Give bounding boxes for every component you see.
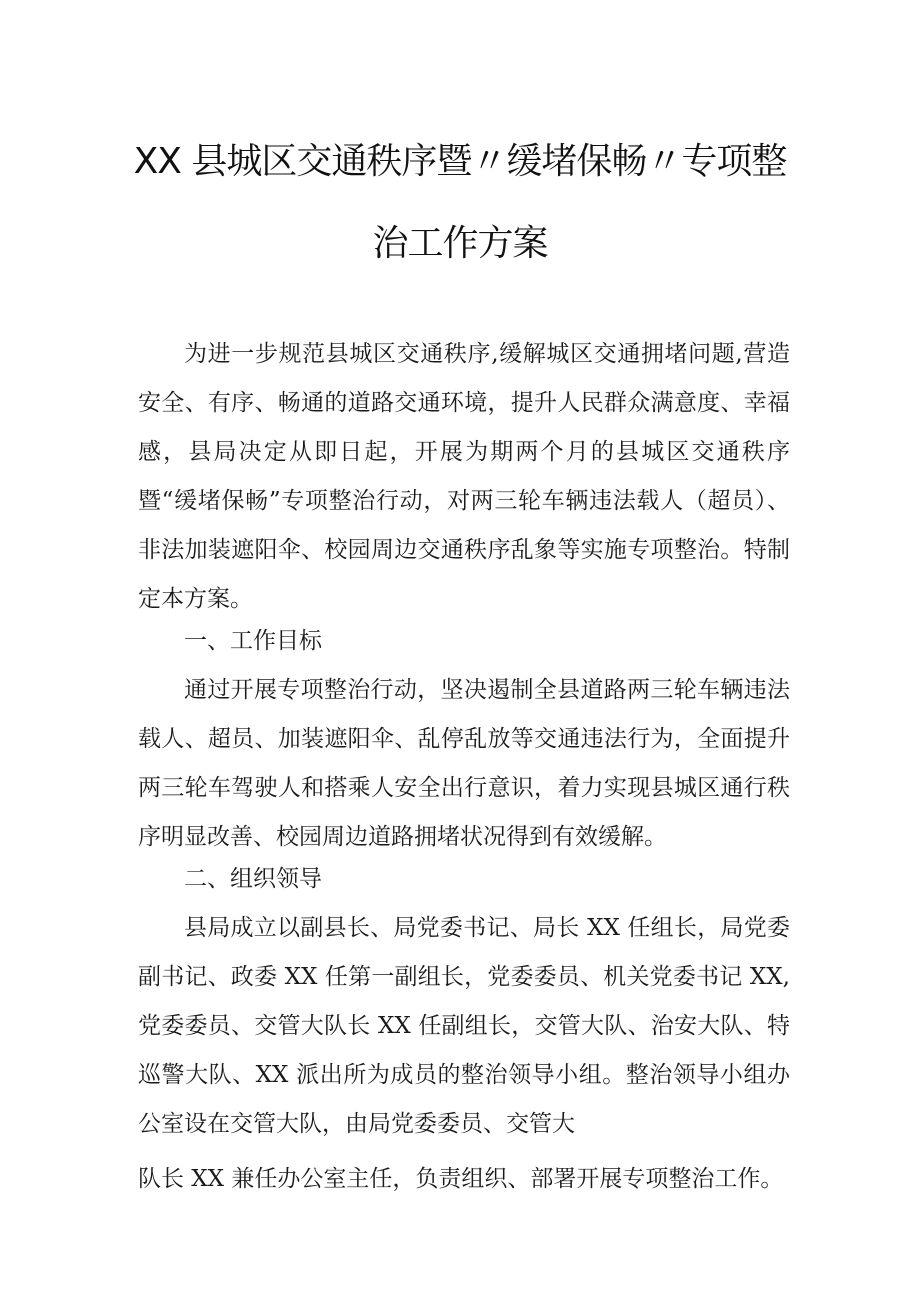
intro-paragraph: 为进一步规范县城区交通秩序,缓解城区交通拥堵问题,营造安全、有序、畅通的道路交通环境，提升人民群众满意度、幸福感，县局决定从即日起，开展为期两个月的县城区交通秩序暨“缓堵保畅”专项整治行动，对两三轮车辆违法载人（超员）、非法加装遮阳伞、校园周边交通秩序乱象等实施专项整治。特制定本方案。 (138, 341, 790, 612)
section-1-heading: 一、工作目标 (184, 628, 322, 654)
section-1-paragraph: 通过开展专项整治行动，坚决遏制全县道路两三轮车辆违法载人、超员、加装遮阳伞、乱停乱放等交通违法行为，全面提升两三轮车驾驶人和搭乘人安全出行意识，着力实现县城区通行秩序明显改善、校园周边道路拥堵状况得到有效缓解。 (138, 677, 790, 850)
section-2-paragraph: 县局成立以副县长、局党委书记、局长 XX 任组长，局党委副书记、政委 XX 任第一副组长，党委委员、机关党委书记 XX,党委委员、交管大队长 XX 任副组长，交管大队、治安大队、特巡警大队、XX 派出所为成员的整治领导小组。整治领导小组办公室设在交管大队，由局党委委员、交管大 (138, 915, 790, 1137)
document-title-line-1: XX 县城区交通秩序暨〃缓堵保畅〃专项整 (133, 141, 787, 182)
section-2-paragraph-continued: 队长 XX 兼任办公室主任，负责组织、部署开展专项整治工作。 (138, 1166, 784, 1192)
section-2-heading: 二、组织领导 (184, 866, 322, 892)
document-title-line-2: 治工作方案 (372, 223, 548, 264)
